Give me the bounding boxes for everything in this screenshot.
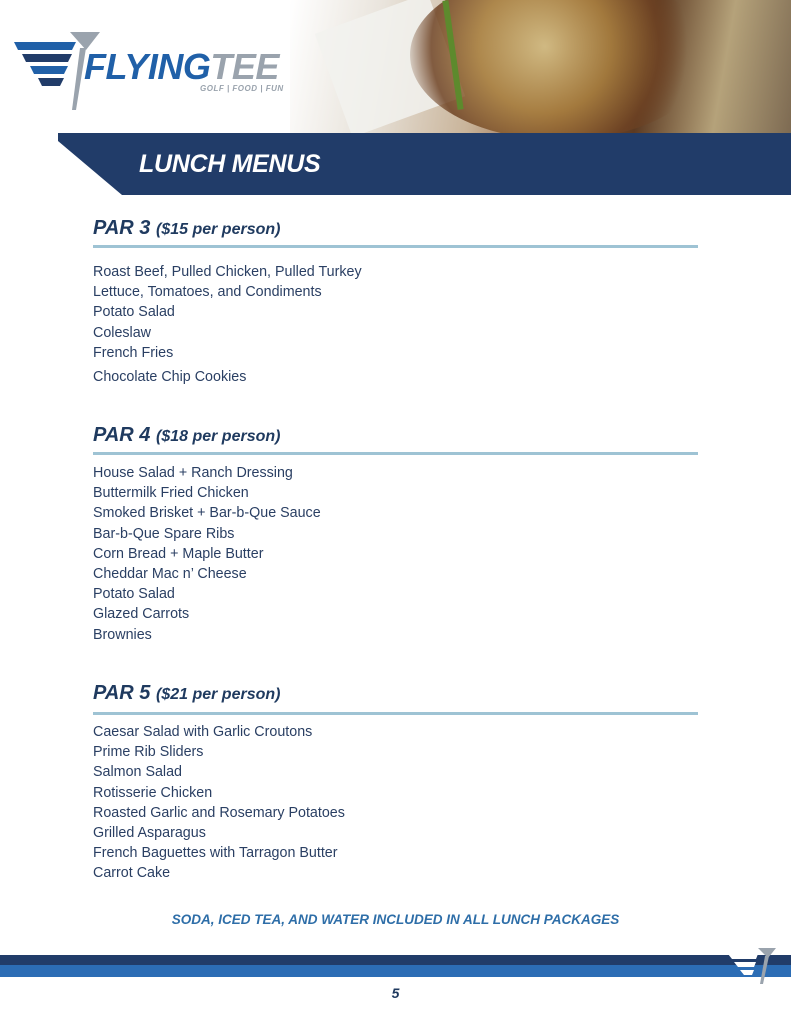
list-item: Coleslaw (93, 324, 152, 341)
section-divider (93, 245, 698, 248)
list-item: Smoked Brisket + Bar-b-Que Sauce (93, 505, 321, 522)
list-item: Buttermilk Fried Chicken (93, 485, 249, 502)
list-item: Bar-b-Que Spare Ribs (93, 525, 235, 542)
section-title-par3 (93, 217, 280, 240)
list-item: French Fries (93, 344, 174, 361)
list-item: Potato Salad (93, 586, 175, 603)
list-item: House Salad + Ranch Dressing (93, 465, 293, 481)
food-photo (290, 0, 791, 135)
section-divider (93, 712, 698, 715)
brand-tagline: GOLF | FOOD | FUN (200, 84, 284, 93)
section-title-par4 (93, 424, 280, 447)
list-item: Corn Bread + Maple Butter (93, 545, 264, 562)
list-item: Brownies (93, 626, 152, 643)
list-item: Salmon Salad (93, 764, 183, 781)
list-item: Cheddar Mac n’ Cheese (93, 565, 247, 582)
section-name: PAR 4 (93, 424, 151, 446)
list-item: Prime Rib Sliders (93, 744, 204, 761)
brand-name-part2: TEE (210, 46, 279, 87)
footer-stripe-blue (0, 965, 791, 977)
section-title-par5 (93, 682, 280, 705)
page-header (0, 0, 791, 135)
list-item: Potato Salad (93, 304, 175, 321)
list-item: Roast Beef, Pulled Chicken, Pulled Turkey (93, 264, 362, 280)
list-item: Glazed Carrots (93, 606, 190, 623)
section-price: ($21 per person) (155, 686, 281, 703)
section-price: ($15 per person) (155, 221, 281, 238)
included-beverages-note: SODA, ICED TEA, AND WATER INCLUDED IN ALL LUNCH PACKAGES (171, 912, 620, 927)
menu-list-par4 (93, 463, 321, 645)
list-item: Roasted Garlic and Rosemary Potatoes (93, 804, 345, 821)
menu-list-par5 (93, 722, 345, 884)
list-item: Caesar Salad with Garlic Croutons (93, 724, 313, 740)
section-name: PAR 5 (93, 682, 151, 704)
brand-wordmark (84, 46, 279, 88)
section-price: ($18 per person) (155, 428, 281, 445)
footer-stripe-dark (0, 955, 791, 965)
list-item: French Baguettes with Tarragon Butter (93, 845, 338, 862)
list-item: Lettuce, Tomatoes, and Condiments (93, 284, 322, 301)
list-item: Rotisserie Chicken (93, 784, 213, 801)
page-number: 5 (391, 985, 400, 1001)
menu-list-par3 (93, 262, 362, 387)
list-item: Chocolate Chip Cookies (93, 368, 247, 385)
page-title: LUNCH MENUS (139, 150, 321, 178)
section-divider (93, 452, 698, 455)
tee-logo-icon (728, 944, 778, 986)
list-item: Carrot Cake (93, 865, 171, 882)
section-name: PAR 3 (93, 217, 151, 239)
brand-name-part1: FLYING (84, 46, 211, 87)
list-item: Grilled Asparagus (93, 824, 206, 841)
